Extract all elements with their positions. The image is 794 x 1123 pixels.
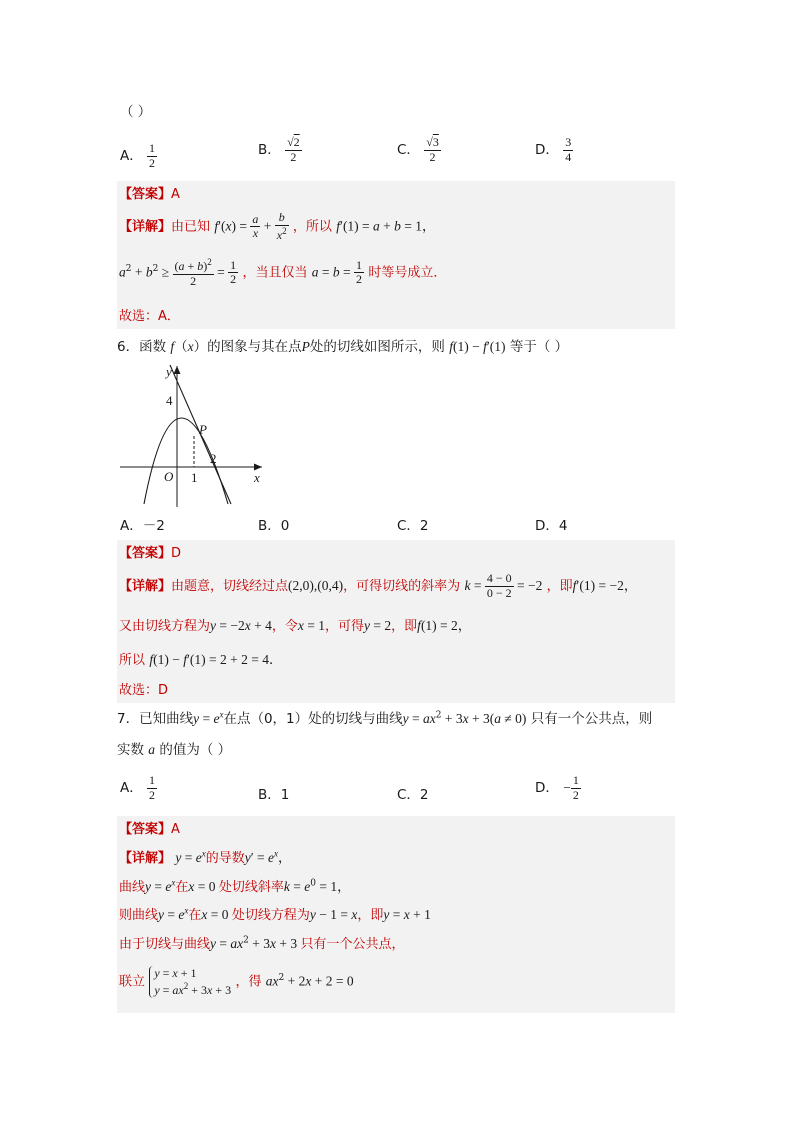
q7-detail-line3: 则曲线$y = e^x$在x = 0 处切线方程为y − 1 = x，即y = x + 1 bbox=[119, 905, 431, 923]
q6-option-d[interactable]: D．4 bbox=[535, 518, 568, 534]
q5-answer-box bbox=[117, 181, 675, 329]
point-p-label: P bbox=[199, 422, 207, 437]
q6-choice: 故选：D bbox=[119, 683, 169, 698]
q7-detail-line5: 联立 y = x + 1 $y = ax^2 + 3x + 3$ ，得 $ax^2 + 2x + 2 = 0$ bbox=[119, 966, 354, 997]
q7-answer: 【答案】A bbox=[119, 822, 180, 837]
q5-option-b[interactable]: B． $\frac{√2}{2}$ bbox=[258, 135, 300, 164]
y-intercept-label: 4 bbox=[166, 393, 173, 408]
q5-option-c[interactable]: C． $\frac{√3}{2}$ bbox=[397, 135, 439, 164]
q6-detail-line2: 又由切线方程为y = −2x + 4，令x = 1，可得y = 2，即f(1) = 2， bbox=[119, 618, 472, 634]
q7-answer-box bbox=[117, 816, 675, 1013]
origin-label: O bbox=[164, 469, 174, 484]
q7-option-c[interactable]: C．2 bbox=[397, 787, 429, 803]
q6-function-graph bbox=[118, 362, 268, 510]
q7-stem-line1: 7．已知曲线$y = e^x$在点（0，1）处的切线与曲线$y = ax^2 + 3x + 3(a \ne 0)$ 只有一个公共点，则 bbox=[117, 709, 653, 727]
q5-choice: 故选：A． bbox=[119, 309, 180, 324]
q7-option-a[interactable]: A． $\frac{1}{2}$ bbox=[120, 773, 156, 802]
q5-detail-line2: $a^2 + b^2$ ≥ $\frac{(a + b)^2}{2}$ = $\frac{1}{2}$ ，当且仅当 a = b = $\frac{1}{2}$ 时等号成立． bbox=[119, 257, 447, 288]
system-brace: y = x + 1 $y = ax^2 + 3x + 3$ bbox=[149, 966, 231, 998]
q7-option-d[interactable]: D． − $\frac{1}{2}$ bbox=[535, 773, 579, 802]
y-axis-label: y bbox=[166, 364, 172, 379]
q6-detail-line1: 【详解】由题意，切线经过点(2,0),(0,4)，可得切线的斜率为 k = $\frac{4 - 0}{0 - 2}$ = −2 ，即f′(1) = −2， bbox=[119, 571, 638, 600]
q6-stem: 6．函数 f（x）的图象与其在点P处的切线如图所示，则 f(1) − f′(1) 等于（ ） bbox=[117, 339, 569, 355]
q6-answer-box bbox=[117, 540, 675, 703]
q6-answer: 【答案】D bbox=[119, 546, 182, 561]
q5-stem-tail: （ ） bbox=[120, 104, 152, 120]
q7-detail-line4: 由于切线与曲线$y = ax^2 + 3x + 3$ 只有一个公共点， bbox=[119, 935, 405, 952]
q5-option-d[interactable]: D． $\frac{3}{4}$ bbox=[535, 135, 572, 164]
q6-detail-line3: 所以 f(1) − f′(1) = 2 + 2 = 4． bbox=[119, 652, 283, 668]
q5-option-a[interactable]: A． $\frac{1}{2}$ bbox=[120, 141, 156, 170]
q7-detail-line1: 【详解】 $y = e^x$的导数$y' = e^x$， bbox=[119, 848, 292, 866]
q5-answer: 【答案】A bbox=[119, 187, 180, 202]
y-axis-arrow bbox=[174, 366, 181, 374]
q5-detail-line1: 【详解】由已知 f′(x) = $\frac{a}{x}$ + $\frac{b}{x^2}$ ，所以 f′(1) = a + b = 1， bbox=[119, 210, 436, 242]
q7-detail-line2: 曲线$y = e^x$在x = 0 处切线斜率$k = e^0 = 1$， bbox=[119, 877, 351, 895]
x-intercept-label: 2 bbox=[210, 451, 217, 466]
q6-option-c[interactable]: C．2 bbox=[397, 518, 429, 534]
x-axis-label: x bbox=[254, 470, 260, 485]
q6-option-b[interactable]: B．0 bbox=[258, 518, 290, 534]
q6-option-a[interactable]: A．－2 bbox=[120, 518, 165, 534]
x-one-label: 1 bbox=[191, 470, 198, 485]
q7-stem-line2: 实数 a 的值为（ ） bbox=[117, 742, 232, 758]
q7-option-b[interactable]: B．1 bbox=[258, 787, 290, 803]
